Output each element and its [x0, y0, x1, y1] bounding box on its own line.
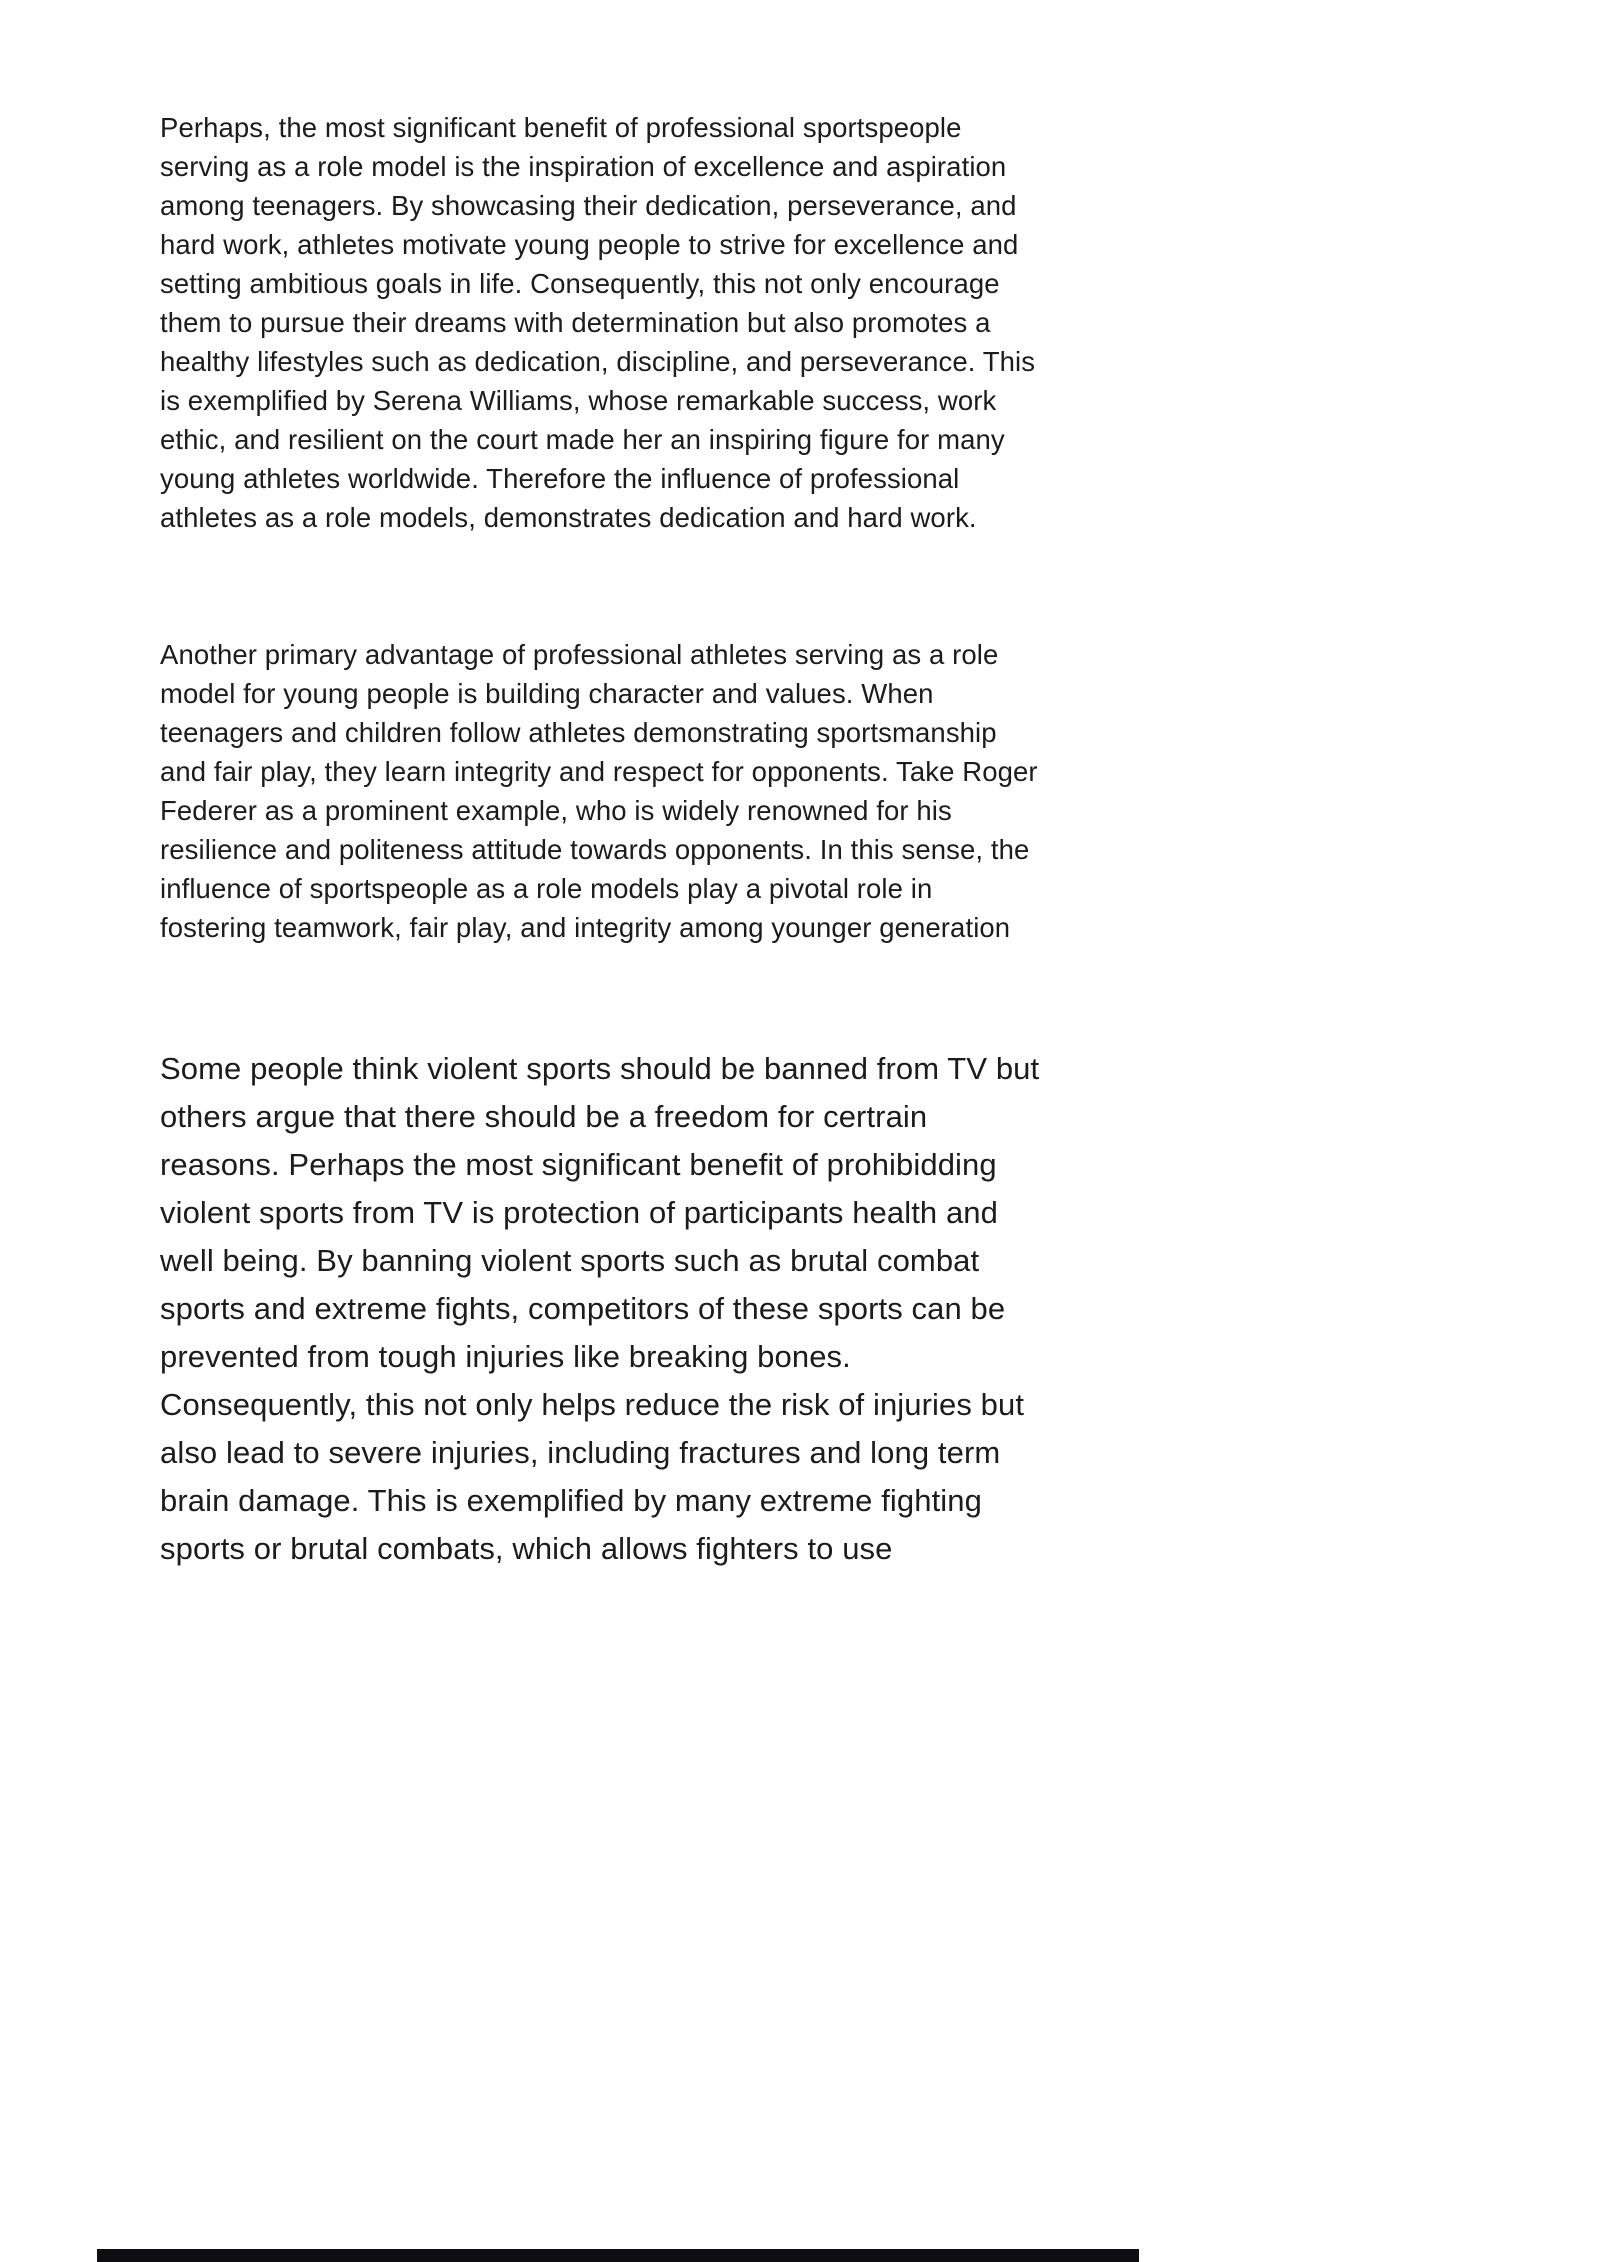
- document-body: [160, 108, 1040, 1573]
- paragraph-character-values: Another primary advantage of professional athletes serving as a role model for young people is building character and values. When teenagers and children follow athletes demonstrating sportsmanship and fair play, they learn integrity and respect for opponents. Take Roger Federer as a prominent example, who is widely renowned for his resilience and politeness attitude towards opponents. In this sense, the influence of sportspeople as a role models play a pivotal role in fostering teamwork, fair play, and integrity among younger generation: [160, 639, 1038, 943]
- paragraph-violent-sports: Some people think violent sports should be banned from TV but others argue that there should be a freedom for certrain reasons. Perhaps the most significant benefit of prohibidding violent sports from TV is protection of participants health and well being. By banning violent sports such as brutal combat sports and extreme fights, competitors of these sports can be prevented from tough injuries like breaking bones. Consequently, this not only helps reduce the risk of injuries but also lead to severe injuries, including fractures and long term brain damage. This is exemplified by many extreme fighting sports or brutal combats, which allows fighters to use: [160, 1051, 1040, 1566]
- bottom-edge-bar: [97, 2249, 1139, 2262]
- paragraph-role-model-inspiration: Perhaps, the most significant benefit of professional sportspeople serving as a role model is the inspiration of excellence and aspiration among teenagers. By showcasing their dedication, perseverance, and hard work, athletes motivate young people to strive for excellence and setting ambitious goals in life. Consequently, this not only encourage them to pursue their dreams with determination but also promotes a healthy lifestyles such as dedication, discipline, and perseverance. This is exemplified by Serena Williams, whose remarkable success, work ethic, and resilient on the court made her an inspiring figure for many young athletes worldwide. Therefore the influence of professional athletes as a role models, demonstrates dedication and hard work.: [160, 112, 1036, 533]
